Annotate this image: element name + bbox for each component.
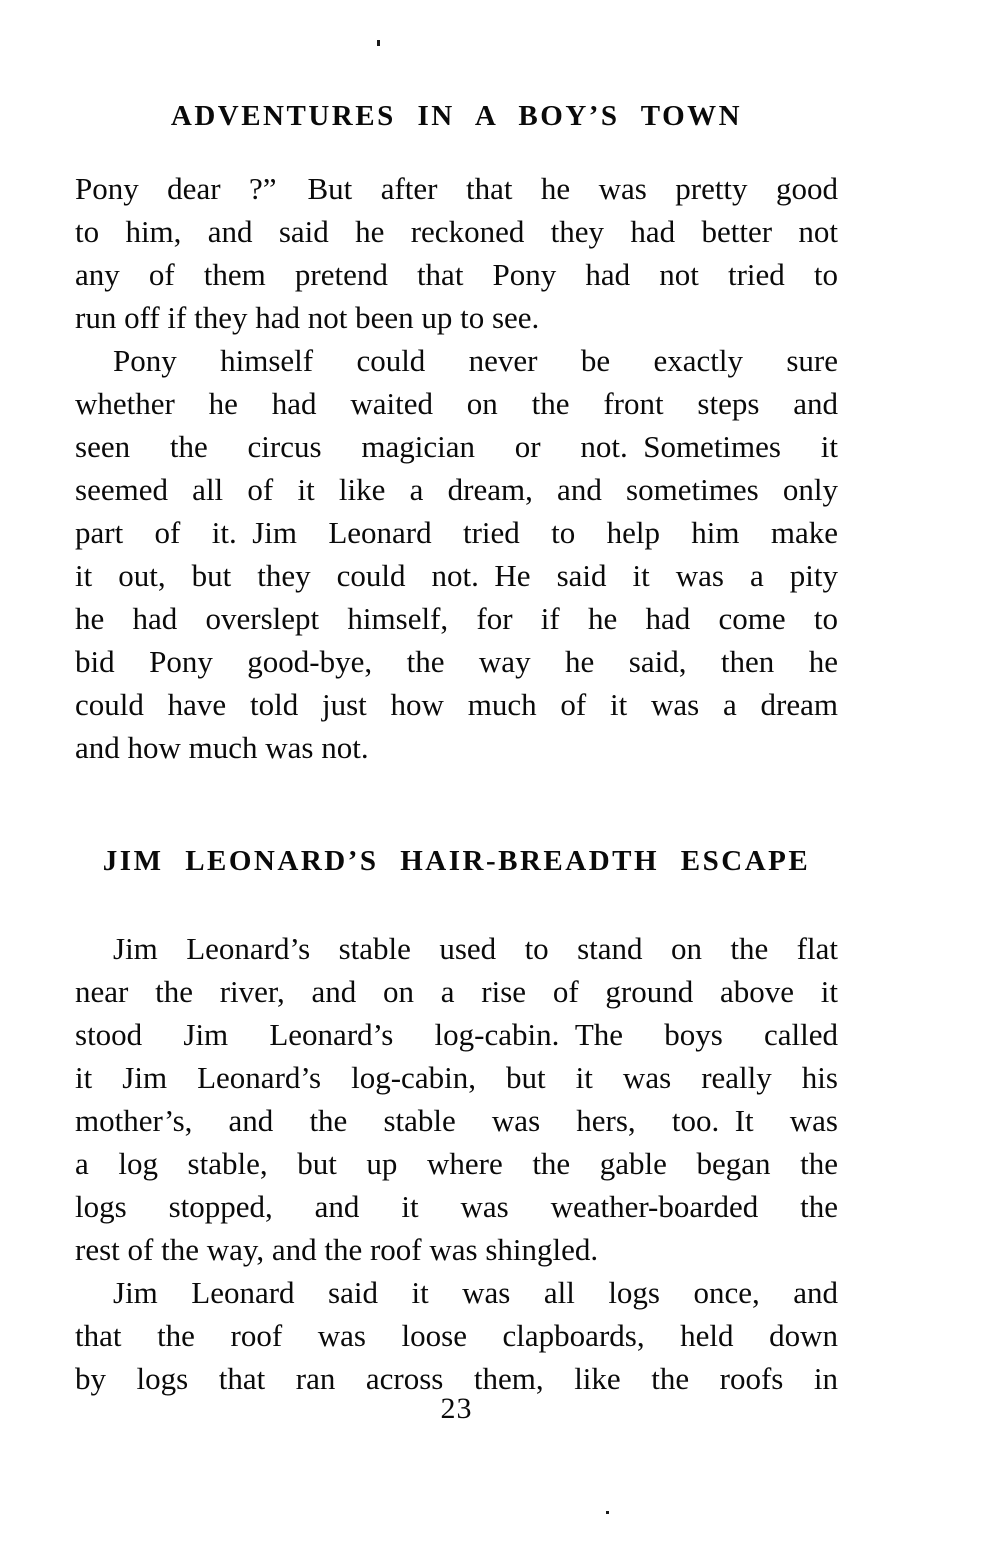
text-line: part of it. Jim Leonard tried to help him make — [75, 515, 838, 550]
text-line: it out, but they could not. He said it was a pity — [75, 558, 838, 593]
scan-speck — [377, 40, 380, 46]
text-line: seemed all of it like a dream, and sometimes only — [75, 472, 838, 507]
text-line: Pony himself could never be exactly sure — [113, 343, 838, 378]
text-line: could have told just how much of it was a dream — [75, 687, 838, 722]
paragraph — [75, 1271, 838, 1400]
text-line: that the roof was loose clapboards, held down — [75, 1318, 838, 1353]
text-line: whether he had waited on the front steps and — [75, 386, 838, 421]
text-line: Jim Leonard said it was all logs once, and — [113, 1275, 838, 1310]
text-line: logs stopped, and it was weather-boarded the — [75, 1189, 838, 1224]
text-line: Pony dear ?” But after that he was pretty good — [75, 171, 838, 206]
text-line: it Jim Leonard’s log-cabin, but it was really his — [75, 1060, 838, 1095]
text-line: he had overslept himself, for if he had come to — [75, 601, 838, 636]
text-line: any of them pretend that Pony had not tried to — [75, 257, 838, 292]
text-column — [75, 167, 838, 1424]
text-line: Jim Leonard’s stable used to stand on the flat — [113, 931, 838, 966]
text-line: and how much was not. — [75, 730, 369, 765]
text-line: seen the circus magician or not. Sometimes it — [75, 429, 838, 464]
text-line: near the river, and on a rise of ground above it — [75, 974, 838, 1009]
text-line: mother’s, and the stable was hers, too. It was — [75, 1103, 838, 1138]
page-number: 23 — [440, 1392, 473, 1425]
paragraph — [75, 927, 838, 1271]
text-line: stood Jim Leonard’s log-cabin. The boys called — [75, 1017, 838, 1052]
running-header: ADVENTURES IN A BOY’S TOWN — [170, 100, 743, 132]
section-heading: JIM LEONARD’S HAIR-BREADTH ESCAPE — [102, 845, 811, 877]
text-line: rest of the way, and the roof was shingled. — [75, 1232, 599, 1267]
text-line: a log stable, but up where the gable began the — [75, 1146, 838, 1181]
scan-speck — [606, 1511, 609, 1514]
text-line: by logs that ran across them, like the roofs in — [75, 1361, 838, 1396]
text-line: to him, and said he reckoned they had better not — [75, 214, 838, 249]
text-line: run off if they had not been up to see. — [75, 300, 540, 335]
text-line: bid Pony good-bye, the way he said, then he — [75, 644, 838, 679]
paragraph — [75, 167, 838, 339]
paragraph — [75, 339, 838, 769]
